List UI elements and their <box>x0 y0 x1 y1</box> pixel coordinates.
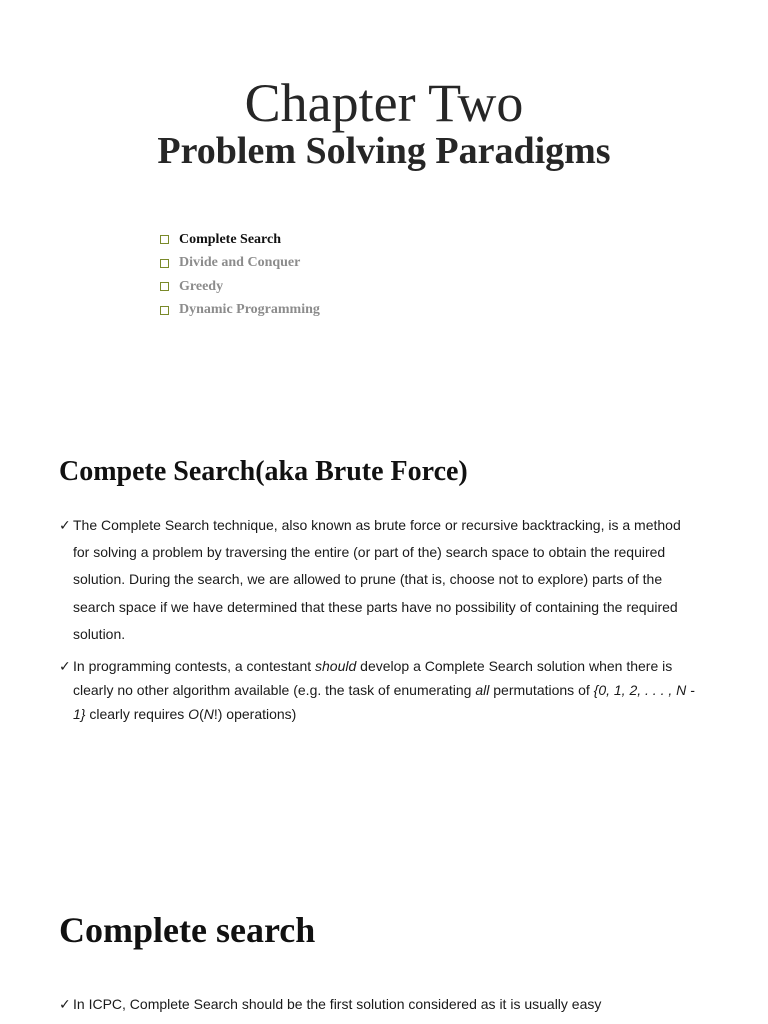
topic-list <box>160 228 320 322</box>
topic-item-complete-search <box>160 228 320 252</box>
bullet-text: The Complete Search technique, also known as brute force or recursive backtracking, is a method for solving a problem by traversing the entire (or part of the) search space to obtain the required solution. During the search, we are allowed to prune (that is, choose not to explore) parts of the search space if we have determined that these parts have no possibility of containing the required solution. <box>73 517 681 642</box>
chapter-subtitle: Problem Solving Paradigms <box>157 130 611 172</box>
chapter-title: Chapter Two <box>244 73 524 133</box>
section-heading: Compete Search(aka Brute Force) <box>59 456 468 487</box>
topic-label: Dynamic Programming <box>179 302 320 318</box>
checkbox-square-icon <box>160 259 169 268</box>
checkbox-square-icon <box>160 235 169 244</box>
checkmark-icon: ✓ <box>59 658 71 674</box>
checkbox-square-icon <box>160 282 169 291</box>
bullet-text: In ICPC, Complete Search should be the first solution considered as it is usually easy <box>73 996 602 1012</box>
checkmark-icon: ✓ <box>59 996 71 1012</box>
topic-label: Complete Search <box>179 231 281 247</box>
bullet-item <box>59 654 699 726</box>
checkbox-square-icon <box>160 306 169 315</box>
section-heading: Complete search <box>59 910 316 950</box>
topic-item-greedy <box>160 275 320 299</box>
topic-label: Divide and Conquer <box>179 255 301 271</box>
topic-item-dynamic-programming <box>160 299 320 323</box>
checkmark-icon: ✓ <box>59 517 71 533</box>
bullet-item <box>59 992 699 1016</box>
bullet-item <box>59 512 699 648</box>
bullet-text: In programming contests, a contestant should develop a Complete Search solution when there is clearly no other algorithm available (e.g. the task of enumerating all permutations of {0, 1, 2, . . . , N - 1} clearly requires O(N!) operations) <box>73 658 695 722</box>
topic-label: Greedy <box>179 278 224 294</box>
topic-item-divide-and-conquer <box>160 252 320 276</box>
